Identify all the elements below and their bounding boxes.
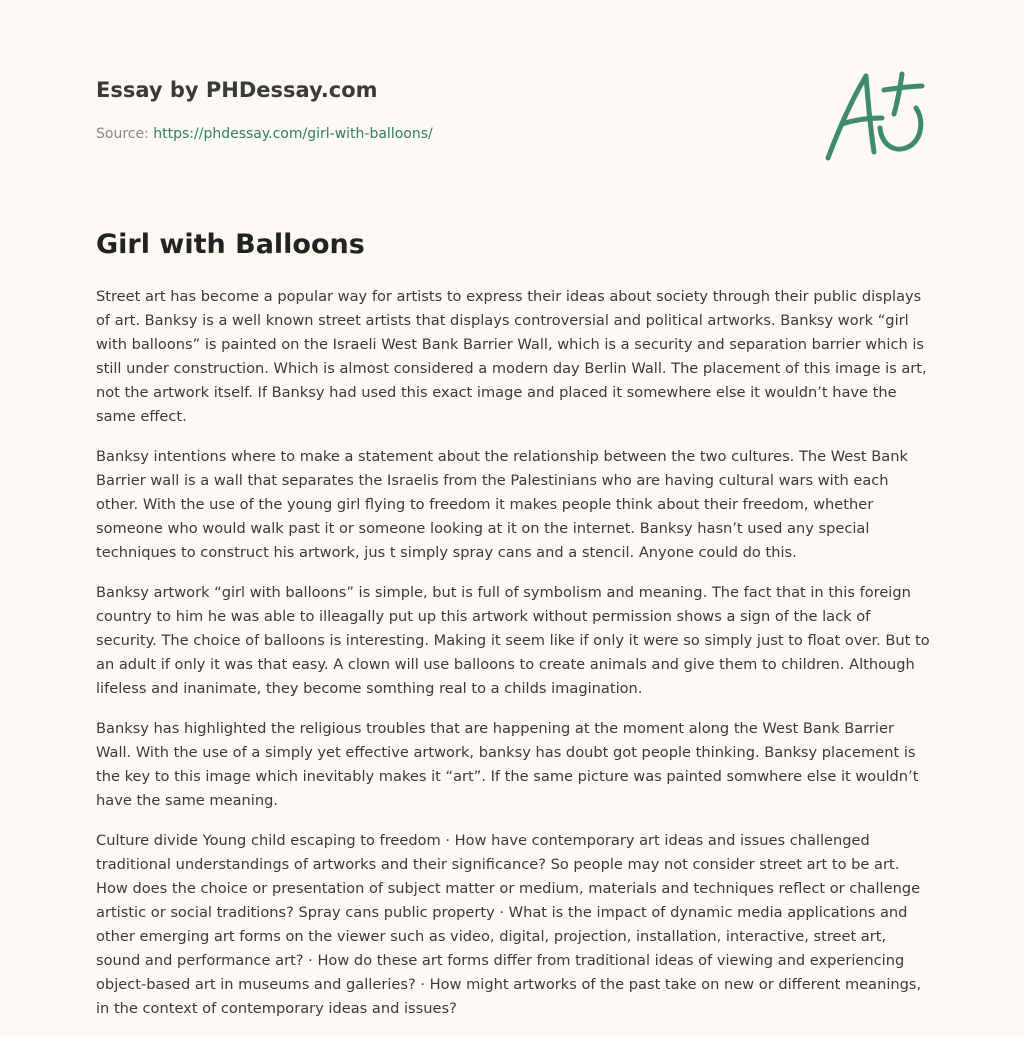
article-paragraph: Banksy artwork “girl with balloons” is simple, but is full of symbolism and meaning. The fact that in this foreign country to him he was able to illeagally put up this artwork without permission shows a sign of the lack of security. The choice of balloons is interesting. Making it seem like if only it were so simply just to float over. But to an adult if only it was that easy. A clown will use balloons to create animals and give them to children. Although lifeless and inanimate, they become somthing real to a childs imagination.: [96, 584, 930, 697]
source-label: Source:: [96, 126, 149, 142]
article-title: Girl with Balloons: [96, 229, 365, 260]
a-plus-logo-icon: [820, 66, 930, 166]
source-line: [96, 124, 796, 144]
article-paragraph: Street art has become a popular way for artists to express their ideas about society through their public displays of art. Banksy is a well known street artists that displays controversial and political artworks. Banksy work “girl with balloons” is painted on the Israeli West Bank Barrier Wall, which is a security and separation barrier which is still under construction. Which is almost considered a modern day Berlin Wall. The placement of this image is art, not the artwork itself. If Banksy had used this exact image and placed it somewhere else it wouldn’t have the same effect.: [96, 288, 927, 425]
article-body: [96, 285, 930, 1037]
source-link[interactable]: https://phdessay.com/girl-with-balloons/: [153, 126, 433, 142]
site-brand: Essay by PHDessay.com: [96, 78, 378, 102]
article-paragraph: Banksy intentions where to make a statement about the relationship between the two cultures. The West Bank Barrier wall is a wall that separates the Israelis from the Palestinians who are having cultural wars with each other. With the use of the young girl flying to freedom it makes people think about their freedom, whether someone who would walk past it or someone looking at it on the internet. Banksy hasn’t used any special techniques to construct his artwork, jus t simply spray cans and a stencil. Anyone could do this.: [96, 448, 908, 561]
page-header: [96, 76, 796, 144]
article-paragraph: Culture divide Young child escaping to freedom · How have contemporary art ideas and issues challenged traditional understandings of artworks and their significance? So people may not consider street art to be art. How does the choice or presentation of subject matter or medium, materials and techniques reflect or challenge artistic or social traditions? Spray cans public property · What is the impact of dynamic media applications and other emerging art forms on the viewer such as video, digital, projection, installation, interactive, street art, sound and performance art? · How do these art forms differ from traditional ideas of viewing and experiencing object-based art in museums and galleries? · How might artworks of the past take on new or different meanings, in the context of contemporary ideas and issues?: [96, 832, 922, 1017]
article-paragraph: Banksy has highlighted the religious troubles that are happening at the moment along the West Bank Barrier Wall. With the use of a simply yet effective artwork, banksy has doubt got people thinking. Banksy placement is the key to this image which inevitably makes it “art”. If the same picture was painted somwhere else it wouldn’t have the same meaning.: [96, 720, 919, 809]
